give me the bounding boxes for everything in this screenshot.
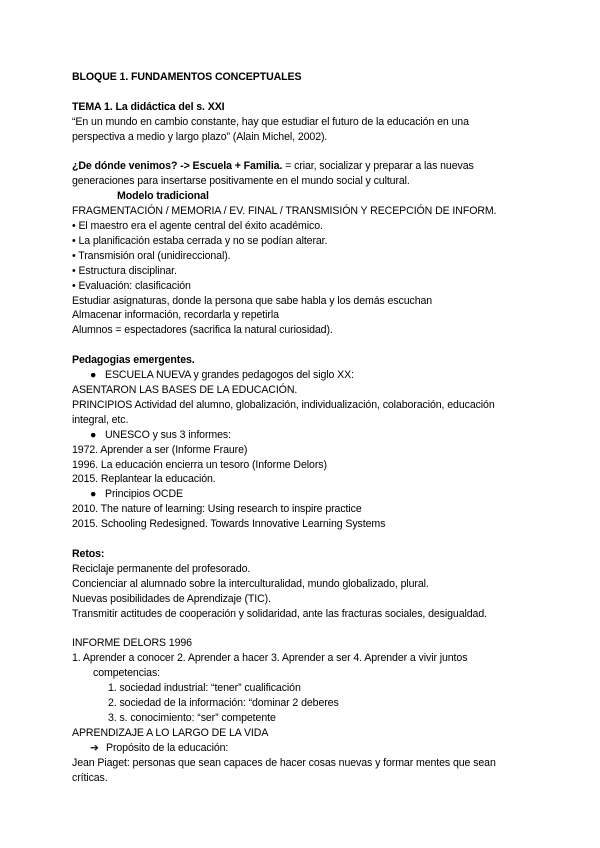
delors-sub-item: 1. sociedad industrial: “tener” cualificación: [108, 682, 301, 695]
list-item: [72, 264, 542, 279]
bullet-text: Estructura disciplinar.: [78, 264, 177, 277]
list-item: [72, 219, 542, 234]
report-line: 1972. Aprender a ser (Informe Fraure): [72, 443, 248, 456]
challenge-item: Transmitir actitudes de cooperación y solidaridad, ante las fracturas sociales, desigualdad.: [72, 607, 487, 620]
emerging-text: PRINCIPIOS Actividad del alumno, globalización, individualización, colaboración, educación: [72, 398, 495, 411]
delors-line-2: competencias:: [93, 667, 161, 680]
list-item: [72, 234, 542, 249]
bullet-text: Evaluación: clasificación: [78, 279, 191, 292]
bullet-dot: ●: [90, 369, 97, 382]
block-title: BLOQUE 1. FUNDAMENTOS CONCEPTUALES: [72, 71, 302, 83]
arrow-right-icon: ➔: [90, 741, 99, 754]
list-item: [72, 368, 542, 383]
emerging-text: ASENTARON LAS BASES DE LA EDUCACIÓN.: [72, 383, 298, 396]
list-item: [72, 428, 542, 443]
report-line: 2015. Schooling Redesigned. Towards Innovative Learning Systems: [72, 518, 386, 531]
origin-question: ¿De dónde venimos?: [72, 160, 178, 173]
topic-title: TEMA 1. La didáctica del s. XXI: [72, 100, 225, 113]
challenge-item: Reciclaje permanente del profesorado.: [72, 562, 251, 575]
list-item: [72, 279, 542, 294]
report-line: 2015. Replantear la educación.: [72, 473, 216, 486]
delors-line-1: 1. Aprender a conocer 2. Aprender a hacer 3. Aprender a ser 4. Aprender a vivir juntos: [72, 652, 468, 665]
bullet: •: [72, 264, 76, 277]
list-item: [72, 487, 542, 502]
bullet-text: UNESCO y sus 3 informes:: [105, 428, 231, 441]
bullet: •: [72, 249, 76, 262]
origin-rest: = criar, socializar y preparar a las nuevas: [285, 160, 474, 173]
bullet-text: ESCUELA NUEVA y grandes pedagogos del siglo XX:: [105, 369, 354, 382]
traditional-note: Almacenar información, recordarla y repetirla: [72, 309, 279, 322]
purpose-line: [72, 741, 542, 756]
bullet-dot: ●: [90, 488, 97, 501]
bullet-text: El maestro era el agente central del éxito académico.: [78, 220, 323, 233]
piaget-line-2: críticas.: [72, 771, 108, 784]
bullet: •: [72, 234, 76, 247]
quote-line-1: “En un mundo en cambio constante, hay que estudiar el futuro de la educación en una: [72, 115, 469, 128]
delors-sub-item: 2. sociedad de la información: “dominar 2 deberes: [108, 696, 339, 709]
bullet-text: Principios OCDE: [105, 488, 183, 501]
purpose-text: Propósito de la educación:: [106, 741, 229, 754]
traditional-model-heading: Modelo tradicional: [117, 190, 209, 203]
challenge-item: Concienciar al alumnado sobre la interculturalidad, mundo globalizado, plural.: [72, 577, 429, 590]
report-line: 2010. The nature of learning: Using research to inspire practice: [72, 503, 362, 516]
traditional-summary: FRAGMENTACIÓN / MEMORIA / EV. FINAL / TRANSMISIÓN Y RECEPCIÓN DE INFORM.: [72, 205, 497, 218]
origin-line-1: [72, 159, 542, 174]
bullet-dot: ●: [90, 428, 97, 441]
bullet: •: [72, 220, 76, 233]
quote-line-2: perspectiva a medio y largo plazo” (Alain Michel, 2002).: [72, 130, 328, 143]
bullet-text: La planificación estaba cerrada y no se podían alterar.: [78, 234, 328, 247]
bullet-text: Transmisión oral (unidireccional).: [78, 249, 231, 262]
delors-sub-item: 3. s. conocimiento: “ser” competente: [108, 711, 276, 724]
lifelong-heading: APRENDIZAJE A LO LARGO DE LA VIDA: [72, 726, 269, 739]
delors-heading: INFORME DELORS 1996: [72, 637, 192, 650]
traditional-note: Alumnos = espectadores (sacrifica la natural curiosidad).: [72, 324, 333, 337]
emerging-text: integral, etc.: [72, 413, 129, 426]
origin-term: Escuela + Familia.: [192, 160, 283, 173]
report-line: 1996. La educación encierra un tesoro (Informe Delors): [72, 458, 327, 471]
bullet: •: [72, 279, 76, 292]
piaget-line-1: Jean Piaget: personas que sean capaces de hacer cosas nuevas y formar mentes que sean: [72, 756, 496, 769]
challenges-heading: Retos:: [72, 547, 105, 560]
emerging-heading: Pedagogias emergentes.: [72, 354, 195, 367]
traditional-note: Estudiar asignaturas, donde la persona que sabe habla y los demás escuchan: [72, 294, 433, 307]
origin-arrow: ->: [180, 160, 190, 173]
list-item: [72, 249, 542, 264]
challenge-item: Nuevas posibilidades de Aprendizaje (TIC).: [72, 592, 271, 605]
document-page: [72, 70, 542, 785]
origin-line-2: generaciones para insertarse positivamente en el mundo social y cultural.: [72, 175, 410, 188]
